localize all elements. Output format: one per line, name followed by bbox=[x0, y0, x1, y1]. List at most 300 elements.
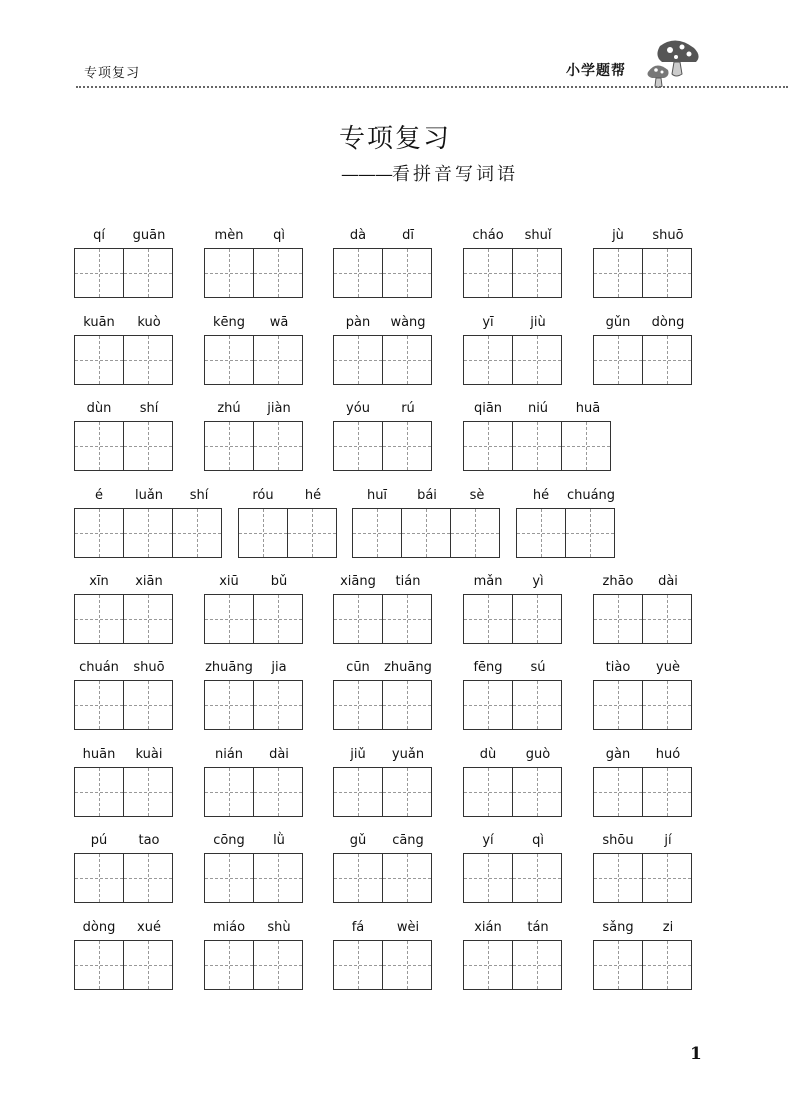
writing-box-row bbox=[204, 594, 304, 644]
character-writing-box[interactable] bbox=[642, 335, 692, 385]
pinyin-syllable: qí bbox=[93, 228, 105, 243]
writing-box-row bbox=[593, 594, 693, 644]
character-writing-box[interactable] bbox=[463, 248, 513, 298]
character-writing-box[interactable] bbox=[172, 508, 222, 558]
pinyin-syllable: fá bbox=[351, 920, 365, 935]
word-group bbox=[333, 918, 433, 990]
character-writing-box[interactable] bbox=[382, 767, 432, 817]
character-writing-box[interactable] bbox=[74, 594, 124, 644]
character-writing-box[interactable] bbox=[463, 853, 513, 903]
pinyin-syllable: yī bbox=[482, 315, 494, 330]
writing-box-row bbox=[74, 680, 174, 730]
pinyin-syllable: zhuāng bbox=[384, 660, 432, 675]
pinyin-syllable: luǎn bbox=[134, 488, 164, 503]
character-writing-box[interactable] bbox=[253, 680, 303, 730]
word-group bbox=[463, 313, 563, 385]
writing-box-row bbox=[593, 940, 693, 990]
character-writing-box[interactable] bbox=[253, 421, 303, 471]
pinyin-syllable: guò bbox=[525, 747, 551, 762]
character-writing-box[interactable] bbox=[333, 594, 383, 644]
character-writing-box[interactable] bbox=[463, 335, 513, 385]
word-group bbox=[333, 745, 433, 817]
pinyin-syllable: tiào bbox=[605, 660, 631, 675]
pinyin-syllable: dài bbox=[658, 574, 678, 589]
pinyin-syllable: yì bbox=[532, 574, 544, 589]
word-group bbox=[333, 313, 433, 385]
character-writing-box[interactable] bbox=[204, 853, 254, 903]
character-writing-box[interactable] bbox=[593, 335, 643, 385]
pinyin-syllable: yí bbox=[482, 833, 494, 848]
subtitle-text: 看拼音写词语 bbox=[392, 164, 518, 185]
pinyin-syllable: kuò bbox=[137, 315, 161, 330]
pinyin-syllable: pú bbox=[90, 833, 108, 848]
character-writing-box[interactable] bbox=[512, 767, 562, 817]
character-writing-box[interactable] bbox=[593, 940, 643, 990]
pinyin-syllable: xiū bbox=[219, 574, 239, 589]
brand-name: 小学题帮 bbox=[566, 63, 626, 79]
pinyin-syllable: lǜ bbox=[273, 833, 285, 848]
character-writing-box[interactable] bbox=[204, 767, 254, 817]
word-group bbox=[593, 313, 693, 385]
writing-box-row bbox=[593, 853, 693, 903]
writing-box-row bbox=[74, 594, 174, 644]
writing-box-row bbox=[74, 853, 174, 903]
character-writing-box[interactable] bbox=[287, 508, 337, 558]
character-writing-box[interactable] bbox=[123, 421, 173, 471]
character-writing-box[interactable] bbox=[561, 421, 611, 471]
pinyin-syllable: xué bbox=[137, 920, 161, 935]
character-writing-box[interactable] bbox=[382, 940, 432, 990]
pinyin-syllable: kuài bbox=[135, 747, 163, 762]
word-group bbox=[333, 831, 433, 903]
character-writing-box[interactable] bbox=[74, 680, 124, 730]
writing-box-row bbox=[593, 680, 693, 730]
writing-box-row bbox=[238, 508, 338, 558]
character-writing-box[interactable] bbox=[238, 508, 288, 558]
character-writing-box[interactable] bbox=[382, 421, 432, 471]
writing-box-row bbox=[463, 594, 563, 644]
pinyin-row bbox=[463, 658, 563, 678]
pinyin-syllable: zi bbox=[662, 920, 674, 935]
character-writing-box[interactable] bbox=[204, 421, 254, 471]
character-writing-box[interactable] bbox=[74, 940, 124, 990]
writing-box-row bbox=[463, 248, 563, 298]
word-group bbox=[204, 658, 304, 730]
pinyin-syllable: qì bbox=[532, 833, 544, 848]
writing-box-row bbox=[204, 767, 304, 817]
character-writing-box[interactable] bbox=[333, 853, 383, 903]
pinyin-row bbox=[333, 226, 433, 246]
pinyin-syllable: xián bbox=[474, 920, 502, 935]
character-writing-box[interactable] bbox=[463, 680, 513, 730]
character-writing-box[interactable] bbox=[253, 594, 303, 644]
pinyin-row bbox=[593, 572, 693, 592]
pinyin-row bbox=[204, 572, 304, 592]
writing-box-row bbox=[333, 248, 433, 298]
pinyin-syllable: jí bbox=[664, 833, 672, 848]
character-writing-box[interactable] bbox=[333, 335, 383, 385]
pinyin-syllable: jia bbox=[271, 660, 287, 675]
word-group bbox=[593, 658, 693, 730]
character-writing-box[interactable] bbox=[450, 508, 500, 558]
pinyin-syllable: qì bbox=[273, 228, 285, 243]
pinyin-row bbox=[333, 313, 433, 333]
word-group bbox=[463, 745, 563, 817]
pinyin-syllable: sǎng bbox=[602, 920, 634, 935]
character-writing-box[interactable] bbox=[333, 940, 383, 990]
writing-box-row bbox=[74, 421, 174, 471]
pinyin-syllable: xiāng bbox=[340, 574, 376, 589]
pinyin-syllable: jiǔ bbox=[350, 747, 366, 762]
character-writing-box[interactable] bbox=[123, 853, 173, 903]
writing-box-row bbox=[204, 421, 304, 471]
pinyin-syllable: dòng bbox=[82, 920, 116, 935]
pinyin-syllable: shuō bbox=[652, 228, 684, 243]
word-group bbox=[74, 399, 174, 471]
character-writing-box[interactable] bbox=[123, 680, 173, 730]
pinyin-syllable: yóu bbox=[346, 401, 370, 416]
pinyin-syllable: shuǐ bbox=[524, 228, 552, 243]
character-writing-box[interactable] bbox=[123, 940, 173, 990]
character-writing-box[interactable] bbox=[512, 680, 562, 730]
character-writing-box[interactable] bbox=[463, 940, 513, 990]
character-writing-box[interactable] bbox=[463, 421, 513, 471]
pinyin-row bbox=[333, 745, 433, 765]
word-group bbox=[463, 918, 563, 990]
pinyin-syllable: hé bbox=[532, 488, 550, 503]
word-group bbox=[238, 486, 338, 558]
character-writing-box[interactable] bbox=[74, 248, 124, 298]
pinyin-syllable: gàn bbox=[605, 747, 631, 762]
character-writing-box[interactable] bbox=[512, 594, 562, 644]
pinyin-syllable: fēng bbox=[473, 660, 503, 675]
word-group bbox=[593, 918, 693, 990]
writing-box-row bbox=[74, 248, 174, 298]
word-group bbox=[593, 226, 693, 298]
character-writing-box[interactable] bbox=[253, 940, 303, 990]
character-writing-box[interactable] bbox=[333, 421, 383, 471]
character-writing-box[interactable] bbox=[382, 335, 432, 385]
character-writing-box[interactable] bbox=[204, 594, 254, 644]
pinyin-syllable: dī bbox=[402, 228, 414, 243]
pinyin-row bbox=[333, 831, 433, 851]
pinyin-row bbox=[74, 831, 174, 851]
pinyin-syllable: jiù bbox=[530, 315, 546, 330]
pinyin-row bbox=[463, 572, 563, 592]
mushroom-logo-icon bbox=[646, 38, 706, 90]
pinyin-row bbox=[463, 226, 563, 246]
word-group bbox=[204, 313, 304, 385]
character-writing-box[interactable] bbox=[333, 680, 383, 730]
word-group bbox=[74, 572, 174, 644]
writing-box-row bbox=[204, 248, 304, 298]
writing-box-row bbox=[593, 767, 693, 817]
character-writing-box[interactable] bbox=[382, 248, 432, 298]
character-writing-box[interactable] bbox=[401, 508, 451, 558]
header-section-label: 专项复习 bbox=[84, 66, 141, 81]
character-writing-box[interactable] bbox=[593, 767, 643, 817]
pinyin-syllable: kēng bbox=[212, 315, 246, 330]
writing-box-row bbox=[204, 335, 304, 385]
pinyin-row bbox=[333, 658, 433, 678]
word-group bbox=[204, 226, 304, 298]
pinyin-syllable: cāng bbox=[392, 833, 424, 848]
character-writing-box[interactable] bbox=[204, 335, 254, 385]
pinyin-row bbox=[204, 831, 304, 851]
character-writing-box[interactable] bbox=[123, 508, 173, 558]
pinyin-syllable: é bbox=[95, 488, 103, 503]
pinyin-syllable: xīn bbox=[89, 574, 109, 589]
character-writing-box[interactable] bbox=[642, 940, 692, 990]
pinyin-row bbox=[74, 745, 174, 765]
pinyin-syllable: chuáng bbox=[566, 488, 616, 503]
word-group bbox=[74, 918, 174, 990]
word-group bbox=[204, 918, 304, 990]
character-writing-box[interactable] bbox=[642, 767, 692, 817]
pinyin-syllable: shí bbox=[139, 401, 159, 416]
pinyin-syllable: sú bbox=[530, 660, 546, 675]
pinyin-row bbox=[516, 486, 616, 506]
character-writing-box[interactable] bbox=[253, 335, 303, 385]
writing-box-row bbox=[463, 767, 563, 817]
pinyin-syllable: zhāo bbox=[602, 574, 634, 589]
pinyin-syllable: shuō bbox=[133, 660, 165, 675]
word-group bbox=[333, 399, 433, 471]
character-writing-box[interactable] bbox=[204, 940, 254, 990]
word-group bbox=[204, 745, 304, 817]
character-writing-box[interactable] bbox=[463, 594, 513, 644]
pinyin-syllable: qiān bbox=[473, 401, 503, 416]
pinyin-syllable: jù bbox=[612, 228, 624, 243]
character-writing-box[interactable] bbox=[253, 853, 303, 903]
pinyin-syllable: róu bbox=[252, 488, 274, 503]
pinyin-syllable: wèi bbox=[396, 920, 420, 935]
pinyin-syllable: yuǎn bbox=[391, 747, 425, 762]
pinyin-syllable: shí bbox=[189, 488, 209, 503]
word-group bbox=[74, 486, 224, 558]
word-group bbox=[593, 745, 693, 817]
character-writing-box[interactable] bbox=[382, 594, 432, 644]
word-group bbox=[593, 831, 693, 903]
pinyin-row bbox=[463, 831, 563, 851]
character-writing-box[interactable] bbox=[74, 767, 124, 817]
pinyin-syllable: shù bbox=[267, 920, 291, 935]
pinyin-row bbox=[593, 918, 693, 938]
pinyin-syllable: hé bbox=[304, 488, 322, 503]
character-writing-box[interactable] bbox=[593, 248, 643, 298]
pinyin-syllable: shōu bbox=[602, 833, 634, 848]
character-writing-box[interactable] bbox=[512, 248, 562, 298]
pinyin-syllable: zhú bbox=[217, 401, 241, 416]
pinyin-row bbox=[238, 486, 338, 506]
word-group bbox=[516, 486, 616, 558]
pinyin-syllable: zhuāng bbox=[205, 660, 253, 675]
character-writing-box[interactable] bbox=[593, 680, 643, 730]
character-writing-box[interactable] bbox=[123, 594, 173, 644]
character-writing-box[interactable] bbox=[593, 853, 643, 903]
character-writing-box[interactable] bbox=[123, 335, 173, 385]
writing-box-row bbox=[463, 680, 563, 730]
word-group bbox=[463, 399, 613, 471]
writing-box-row bbox=[463, 940, 563, 990]
pinyin-syllable: wàng bbox=[390, 315, 426, 330]
writing-box-row bbox=[74, 940, 174, 990]
character-writing-box[interactable] bbox=[253, 767, 303, 817]
character-writing-box[interactable] bbox=[642, 853, 692, 903]
pinyin-row bbox=[74, 399, 174, 419]
pinyin-syllable: dù bbox=[479, 747, 497, 762]
pinyin-row bbox=[593, 831, 693, 851]
word-group bbox=[463, 226, 563, 298]
character-writing-box[interactable] bbox=[565, 508, 615, 558]
pinyin-syllable: dài bbox=[269, 747, 289, 762]
pinyin-row bbox=[204, 399, 304, 419]
pinyin-syllable: dòng bbox=[651, 315, 685, 330]
character-writing-box[interactable] bbox=[74, 421, 124, 471]
pinyin-row bbox=[593, 658, 693, 678]
word-group bbox=[204, 831, 304, 903]
word-group bbox=[463, 831, 563, 903]
pinyin-syllable: nián bbox=[214, 747, 244, 762]
pinyin-row bbox=[74, 486, 224, 506]
pinyin-syllable: pàn bbox=[345, 315, 371, 330]
pinyin-syllable: yuè bbox=[656, 660, 680, 675]
pinyin-syllable: rú bbox=[401, 401, 415, 416]
writing-box-row bbox=[333, 940, 433, 990]
pinyin-row bbox=[463, 399, 613, 419]
pinyin-syllable: huī bbox=[366, 488, 388, 503]
pinyin-syllable: jiàn bbox=[267, 401, 291, 416]
pinyin-syllable: cháo bbox=[472, 228, 504, 243]
word-group bbox=[352, 486, 502, 558]
pinyin-syllable: bái bbox=[417, 488, 437, 503]
character-writing-box[interactable] bbox=[382, 680, 432, 730]
character-writing-box[interactable] bbox=[516, 508, 566, 558]
pinyin-syllable: chuán bbox=[79, 660, 119, 675]
character-writing-box[interactable] bbox=[512, 853, 562, 903]
character-writing-box[interactable] bbox=[512, 421, 562, 471]
pinyin-row bbox=[593, 226, 693, 246]
pinyin-syllable: cōng bbox=[213, 833, 245, 848]
header-divider bbox=[76, 86, 788, 88]
pinyin-syllable: mǎn bbox=[473, 574, 503, 589]
character-writing-box[interactable] bbox=[382, 853, 432, 903]
character-writing-box[interactable] bbox=[253, 248, 303, 298]
character-writing-box[interactable] bbox=[74, 335, 124, 385]
writing-box-row bbox=[516, 508, 616, 558]
pinyin-row bbox=[463, 313, 563, 333]
pinyin-syllable: miáo bbox=[212, 920, 246, 935]
pinyin-row bbox=[204, 918, 304, 938]
writing-box-row bbox=[593, 335, 693, 385]
pinyin-row bbox=[74, 313, 174, 333]
word-group bbox=[74, 745, 174, 817]
character-writing-box[interactable] bbox=[512, 335, 562, 385]
pinyin-row bbox=[204, 658, 304, 678]
pinyin-row bbox=[463, 918, 563, 938]
word-group bbox=[463, 658, 563, 730]
word-group bbox=[74, 313, 174, 385]
character-writing-box[interactable] bbox=[512, 940, 562, 990]
writing-box-row bbox=[204, 680, 304, 730]
character-writing-box[interactable] bbox=[74, 508, 124, 558]
writing-box-row bbox=[333, 767, 433, 817]
writing-box-row bbox=[333, 335, 433, 385]
word-group bbox=[463, 572, 563, 644]
writing-box-row bbox=[74, 767, 174, 817]
writing-box-row bbox=[352, 508, 502, 558]
pinyin-syllable: gǔn bbox=[605, 315, 631, 330]
character-writing-box[interactable] bbox=[74, 853, 124, 903]
writing-box-row bbox=[333, 853, 433, 903]
pinyin-row bbox=[463, 745, 563, 765]
pinyin-row bbox=[204, 745, 304, 765]
character-writing-box[interactable] bbox=[204, 680, 254, 730]
word-group bbox=[333, 226, 433, 298]
pinyin-syllable: huā bbox=[575, 401, 601, 416]
writing-box-row bbox=[204, 940, 304, 990]
word-group bbox=[74, 831, 174, 903]
writing-box-row bbox=[333, 680, 433, 730]
character-writing-box[interactable] bbox=[204, 248, 254, 298]
pinyin-syllable: sè bbox=[469, 488, 485, 503]
character-writing-box[interactable] bbox=[123, 767, 173, 817]
pinyin-syllable: niú bbox=[527, 401, 549, 416]
character-writing-box[interactable] bbox=[352, 508, 402, 558]
word-group bbox=[204, 399, 304, 471]
pinyin-row bbox=[593, 745, 693, 765]
pinyin-row bbox=[204, 226, 304, 246]
character-writing-box[interactable] bbox=[642, 248, 692, 298]
pinyin-syllable: xiān bbox=[135, 574, 163, 589]
pinyin-syllable: gǔ bbox=[349, 833, 367, 848]
pinyin-syllable: tao bbox=[138, 833, 160, 848]
character-writing-box[interactable] bbox=[593, 594, 643, 644]
page-number: 1 bbox=[690, 1044, 702, 1064]
pinyin-syllable: huó bbox=[655, 747, 681, 762]
pinyin-row bbox=[333, 572, 433, 592]
character-writing-box[interactable] bbox=[642, 594, 692, 644]
character-writing-box[interactable] bbox=[333, 767, 383, 817]
pinyin-syllable: tán bbox=[527, 920, 549, 935]
writing-box-row bbox=[74, 335, 174, 385]
subtitle-dashes: ——— bbox=[341, 164, 392, 185]
character-writing-box[interactable] bbox=[333, 248, 383, 298]
pinyin-syllable: huān bbox=[82, 747, 116, 762]
word-group bbox=[74, 658, 174, 730]
writing-box-row bbox=[463, 421, 613, 471]
pinyin-row bbox=[352, 486, 502, 506]
writing-box-row bbox=[204, 853, 304, 903]
writing-box-row bbox=[333, 594, 433, 644]
word-group bbox=[333, 572, 433, 644]
writing-box-row bbox=[74, 508, 224, 558]
pinyin-row bbox=[333, 918, 433, 938]
character-writing-box[interactable] bbox=[123, 248, 173, 298]
writing-box-row bbox=[463, 853, 563, 903]
pinyin-row bbox=[74, 226, 174, 246]
pinyin-syllable: dùn bbox=[86, 401, 112, 416]
character-writing-box[interactable] bbox=[642, 680, 692, 730]
character-writing-box[interactable] bbox=[463, 767, 513, 817]
pinyin-row bbox=[74, 658, 174, 678]
pinyin-syllable: cūn bbox=[346, 660, 370, 675]
pinyin-row bbox=[74, 572, 174, 592]
pinyin-syllable: tián bbox=[395, 574, 421, 589]
writing-box-row bbox=[593, 248, 693, 298]
page-title: 专项复习 bbox=[338, 124, 451, 154]
pinyin-syllable: bǔ bbox=[270, 574, 288, 589]
